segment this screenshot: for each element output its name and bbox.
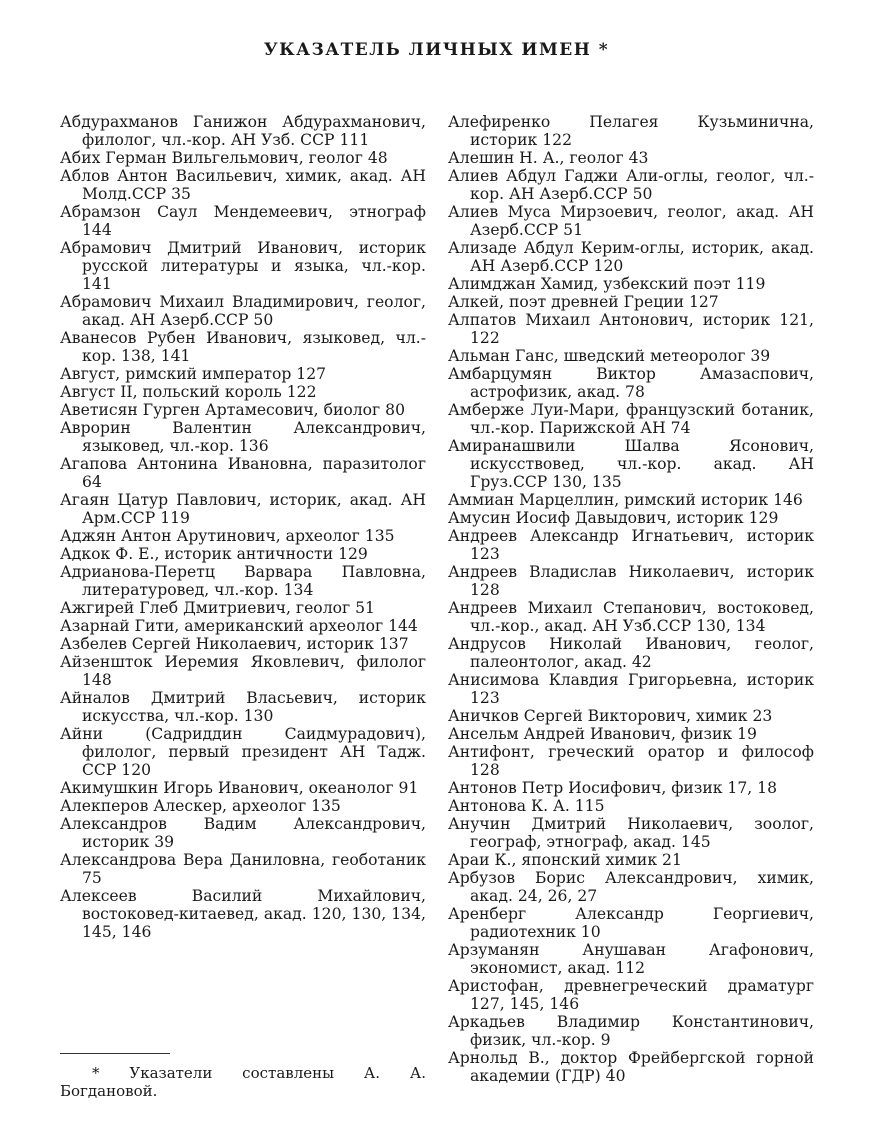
index-entry: Арбузов Борис Александрович, химик, акад. 24, 26, 27 — [448, 869, 814, 905]
index-entry: Алексеев Василий Михайлович, востоковед-китаевед, акад. 120, 130, 134, 145, 146 — [60, 887, 426, 941]
index-entry: Аммиан Марцеллин, римский историк 146 — [448, 491, 803, 509]
index-entry: Алимджан Хамид, узбекский поэт 119 — [448, 275, 766, 293]
footnote-divider — [60, 1053, 170, 1054]
index-entry: Аркадьев Владимир Константинович, физик, чл.-кор. 9 — [448, 1013, 814, 1049]
index-entry: Антифонт, греческий оратор и философ 128 — [448, 743, 814, 779]
index-entry: Абрамович Дмитрий Иванович, историк русской литературы и языка, чл.-кор. 141 — [60, 239, 426, 293]
index-entry: Алекперов Алескер, археолог 135 — [60, 797, 341, 815]
index-entry: Акимушкин Игорь Иванович, океанолог 91 — [60, 779, 419, 797]
index-entry: Амусин Иосиф Давыдович, историк 129 — [448, 509, 779, 527]
index-entry: Адрианова-Перетц Варвара Павловна, литературовед, чл.-кор. 134 — [60, 563, 426, 599]
index-entry: Айзеншток Иеремия Яковлевич, филолог 148 — [60, 653, 426, 689]
index-entry: Аренберг Александр Георгиевич, радиотехник 10 — [448, 905, 814, 941]
index-entry: Август, римский император 127 — [60, 365, 327, 383]
index-entry: Азбелев Сергей Николаевич, историк 137 — [60, 635, 409, 653]
index-entry: Абрамович Михаил Владимирович, геолог, акад. АН Азерб.ССР 50 — [60, 293, 426, 329]
index-entry: Аврорин Валентин Александрович, языковед, чл.-кор. 136 — [60, 419, 426, 455]
index-entry: Аванесов Рубен Иванович, языковед, чл.-кор. 138, 141 — [60, 329, 426, 365]
index-entry: Адкок Ф. Е., историк античности 129 — [60, 545, 368, 563]
index-entry: Андреев Владислав Николаевич, историк 128 — [448, 563, 814, 599]
index-entry: Абих Герман Вильгельмович, геолог 48 — [60, 149, 388, 167]
right-column — [448, 113, 814, 1085]
index-entry: Аджян Антон Арутинович, археолог 135 — [60, 527, 395, 545]
index-entry: Антонов Петр Иосифович, физик 17, 18 — [448, 779, 778, 797]
index-entry: Амберже Луи-Мари, французский ботаник, чл.-кор. Парижской АН 74 — [448, 401, 814, 437]
index-entry: Арнольд В., доктор Фрейбергской горной академии (ГДР) 40 — [448, 1049, 814, 1085]
index-entry: Александров Вадим Александрович, историк 39 — [60, 815, 426, 851]
index-entry: Альман Ганс, шведский метеоролог 39 — [448, 347, 771, 365]
index-entry: Анучин Дмитрий Николаевич, зоолог, географ, этнограф, акад. 145 — [448, 815, 814, 851]
index-entry: Амбарцумян Виктор Амазаспович, астрофизик, акад. 78 — [448, 365, 814, 401]
left-column — [60, 113, 426, 941]
index-entry: Антонова К. А. 115 — [448, 797, 605, 815]
index-entry: Август II, польский король 122 — [60, 383, 317, 401]
index-entry: Андреев Александр Игнатьевич, историк 123 — [448, 527, 814, 563]
index-entry: Азарнай Гити, американский археолог 144 — [60, 617, 418, 635]
index-entry: Алешин Н. А., геолог 43 — [448, 149, 649, 167]
index-entry: Алиев Муса Мирзоевич, геолог, акад. АН Азерб.ССР 51 — [448, 203, 814, 239]
page-title: УКАЗАТЕЛЬ ЛИЧНЫХ ИМЕН * — [263, 40, 610, 60]
index-entry: Алкей, поэт древней Греции 127 — [448, 293, 719, 311]
index-entry: Абдурахманов Ганижон Абдурахманович, филолог, чл.-кор. АН Узб. ССР 111 — [60, 113, 426, 149]
index-entry: Алефиренко Пелагея Кузьминична, историк 122 — [448, 113, 814, 149]
index-entry: Ажгирей Глеб Дмитриевич, геолог 51 — [60, 599, 375, 617]
index-entry: Айни (Садриддин Саидмурадович), филолог, первый президент АН Тадж. ССР 120 — [60, 725, 426, 779]
index-entry: Андреев Михаил Степанович, востоковед, чл.-кор., акад. АН Узб.ССР 130, 134 — [448, 599, 814, 635]
index-entry: Аблов Антон Васильевич, химик, акад. АН Молд.ССР 35 — [60, 167, 426, 203]
footnote: * Указатели составлены А. А. Богдановой. — [60, 1064, 426, 1100]
index-entry: Аветисян Гурген Артамесович, биолог 80 — [60, 401, 406, 419]
index-entry: Арзуманян Анушаван Агафонович, экономист, акад. 112 — [448, 941, 814, 977]
index-entry: Агапова Антонина Ивановна, паразитолог 64 — [60, 455, 426, 491]
index-entry: Ансельм Андрей Иванович, физик 19 — [448, 725, 757, 743]
index-entry: Андрусов Николай Иванович, геолог, палеонтолог, акад. 42 — [448, 635, 814, 671]
index-entry: Амиранашвили Шалва Ясонович, искусствовед, чл.-кор. акад. АН Груз.ССР 130, 135 — [448, 437, 814, 491]
index-entry: Аничков Сергей Викторович, химик 23 — [448, 707, 773, 725]
index-entry: Агаян Цатур Павлович, историк, акад. АН Арм.ССР 119 — [60, 491, 426, 527]
index-entry: Алпатов Михаил Антонович, историк 121, 122 — [448, 311, 814, 347]
index-entry: Аристофан, древнегреческий драматург 127, 145, 146 — [448, 977, 814, 1013]
index-entry: Араи К., японский химик 21 — [448, 851, 682, 869]
index-entry: Александрова Вера Даниловна, геоботаник 75 — [60, 851, 426, 887]
index-entry: Анисимова Клавдия Григорьевна, историк 123 — [448, 671, 814, 707]
index-entry: Абрамзон Саул Мендемеевич, этнограф 144 — [60, 203, 426, 239]
index-entry: Алиев Абдул Гаджи Али-оглы, геолог, чл.-кор. АН Азерб.ССР 50 — [448, 167, 814, 203]
index-entry: Ализаде Абдул Керим-оглы, историк, акад. АН Азерб.ССР 120 — [448, 239, 814, 275]
index-entry: Айналов Дмитрий Власьевич, историк искусства, чл.-кор. 130 — [60, 689, 426, 725]
